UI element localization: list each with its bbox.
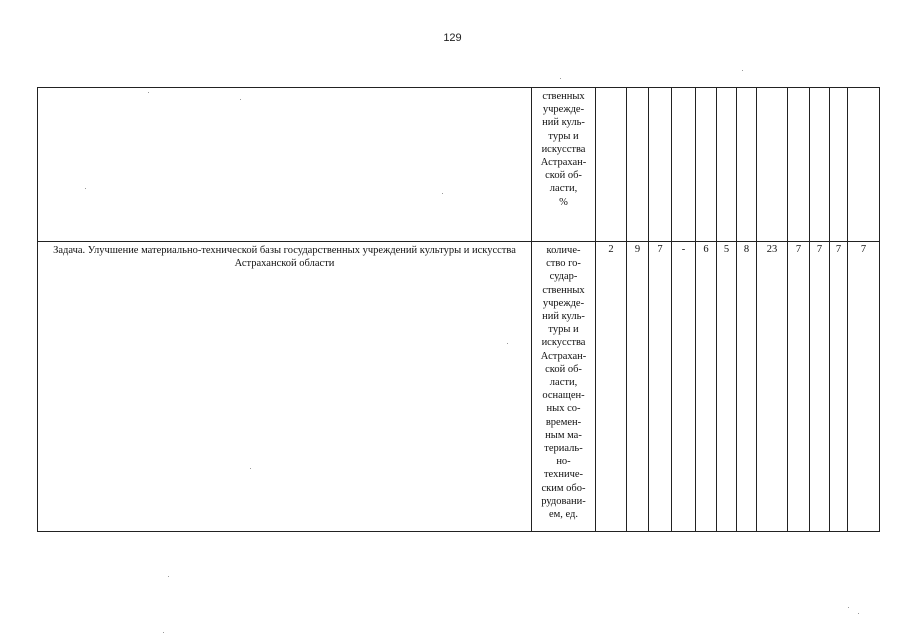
value-cell-5	[696, 88, 717, 242]
scan-speck	[168, 576, 169, 577]
value-cell-12	[848, 88, 880, 242]
indicator-line: ных со-	[546, 403, 581, 415]
indicator-line: ний куль-	[542, 311, 585, 323]
table-row	[38, 88, 880, 242]
value-cell-6: 5	[717, 242, 737, 532]
scan-speck	[85, 188, 86, 189]
value-cell-5: 6	[696, 242, 717, 532]
indicator-line: искусства	[541, 143, 586, 155]
value-cell-9: 7	[788, 242, 810, 532]
value-cell-2: 9	[627, 242, 649, 532]
value-cell-4: -	[672, 242, 696, 532]
scan-speck	[442, 193, 443, 194]
value-cell-7: 8	[737, 242, 757, 532]
indicators-table	[37, 87, 880, 532]
value-cell-2	[627, 88, 649, 242]
value-cell-7	[737, 88, 757, 242]
value-cell-1: 2	[596, 242, 627, 532]
indicator-line: ственных	[542, 91, 585, 102]
indicator-line: количе-	[546, 245, 581, 256]
value-cell-3	[649, 88, 672, 242]
indicator-line: ласти,	[549, 377, 578, 389]
scan-speck	[560, 78, 561, 79]
value-cell-6	[717, 88, 737, 242]
value-cell-10	[810, 88, 830, 242]
indicator-line: Астрахан-	[540, 157, 587, 169]
scan-speck	[848, 607, 849, 608]
indicator-line: ским обо-	[541, 482, 586, 494]
scan-speck	[742, 70, 743, 71]
scan-speck	[858, 613, 859, 614]
value-cell-8	[757, 88, 788, 242]
indicator-line: туры и	[548, 130, 579, 142]
indicator-line: ем, ед.	[548, 509, 579, 521]
scan-speck	[148, 92, 149, 93]
table-row	[38, 242, 880, 532]
value-cell-8: 23	[757, 242, 788, 532]
indicator-line: ственных	[542, 284, 585, 296]
indicator-line: оснащен-	[542, 390, 585, 402]
page-number: 129	[443, 32, 462, 44]
indicator-line: техниче-	[543, 469, 584, 481]
indicator-line: ным ма-	[545, 429, 582, 441]
value-cell-10: 7	[810, 242, 830, 532]
task-cell	[38, 88, 532, 242]
value-cell-11: 7	[830, 242, 848, 532]
indicator-line: %	[559, 196, 568, 208]
indicator-cell	[532, 242, 596, 532]
indicator-line: туры и	[548, 324, 579, 336]
indicator-line: учрежде-	[542, 104, 585, 116]
scan-speck	[163, 632, 164, 633]
indicator-line: ской об-	[545, 170, 582, 182]
indicator-line: ство го-	[546, 258, 581, 270]
indicator-line: судар-	[549, 271, 578, 283]
indicator-line: ний куль-	[542, 117, 585, 129]
indicator-line: ской об-	[545, 363, 582, 375]
scan-speck	[240, 99, 241, 100]
value-cell-12: 7	[848, 242, 880, 532]
indicator-line: учрежде-	[542, 297, 585, 309]
indicator-line: Астрахан-	[540, 350, 587, 362]
scan-speck	[250, 468, 251, 469]
indicator-line: ласти,	[549, 183, 578, 195]
task-cell: Задача. Улучшение материально-технической базы государственных учреждений культуры и искусства Астраханской области	[38, 242, 532, 532]
indicator-cell	[532, 88, 596, 242]
indicator-line: рудовани-	[541, 495, 586, 507]
indicator-line: териаль-	[544, 443, 583, 455]
indicator-line: искусства	[541, 337, 586, 349]
value-cell-9	[788, 88, 810, 242]
value-cell-11	[830, 88, 848, 242]
value-cell-4	[672, 88, 696, 242]
value-cell-3: 7	[649, 242, 672, 532]
indicator-line: но-	[556, 456, 571, 468]
value-cell-1	[596, 88, 627, 242]
indicator-line: времен-	[545, 416, 582, 428]
scan-speck	[507, 343, 508, 344]
